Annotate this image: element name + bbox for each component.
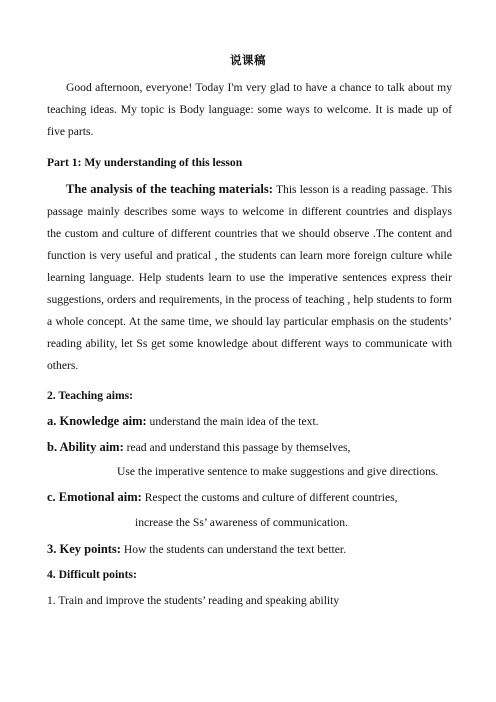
difficult-item: 1. Train and improve the students’ reading and speaking ability <box>47 594 340 607</box>
emotional-aim-continued: increase the Ss’ awareness of communication. <box>135 516 348 529</box>
emotional-text: Respect the customs and culture of different countries, <box>141 491 398 504</box>
analysis-text: This lesson is a reading passage. This passage mainly describes some ways to welcome in different countries and displays the custom and culture of different countries that we should observe .The content and function is very useful and pratical , the students can learn more foreign culture while learning language. Help students learn to use the imperative sentences express their suggestions, orders and requirements, in the process of teaching , help students to form a whole concept. At the same time, we should lay particular emphasis on the students’ reading ability, let Ss get some knowledge about different ways to communicate with others. <box>47 183 452 372</box>
knowledge-text: understand the main idea of the text. <box>146 415 319 428</box>
knowledge-aim <box>47 410 319 433</box>
analysis-paragraph <box>47 178 452 377</box>
key-label: 3. Key points: <box>47 542 121 556</box>
key-text: How the students can understand the text better. <box>120 543 347 556</box>
ability-label: b. Ability aim: <box>47 440 124 454</box>
emotional-label: c. Emotional aim: <box>47 490 142 504</box>
knowledge-label: a. Knowledge aim: <box>47 414 147 428</box>
ability-text: read and understand this passage by themselves, <box>123 441 351 454</box>
key-points <box>47 538 346 561</box>
page-title: 说课稿 <box>230 53 266 67</box>
intro-paragraph: Good afternoon, everyone! Today I'm very glad to have a chance to talk about my teaching ideas. My topic is Body language: some ways to welcome. It is made up of five parts. <box>47 81 452 138</box>
ability-aim <box>47 436 350 459</box>
part1-heading: Part 1: My understanding of this lesson <box>47 156 243 169</box>
aims-heading: 2. Teaching aims: <box>47 389 134 402</box>
difficult-heading: 4. Difficult points: <box>47 568 137 581</box>
emotional-aim <box>47 486 398 509</box>
analysis-label: The analysis of the teaching materials: <box>66 182 273 196</box>
ability-aim-continued: Use the imperative sentence to make suggestions and give directions. <box>117 465 439 478</box>
